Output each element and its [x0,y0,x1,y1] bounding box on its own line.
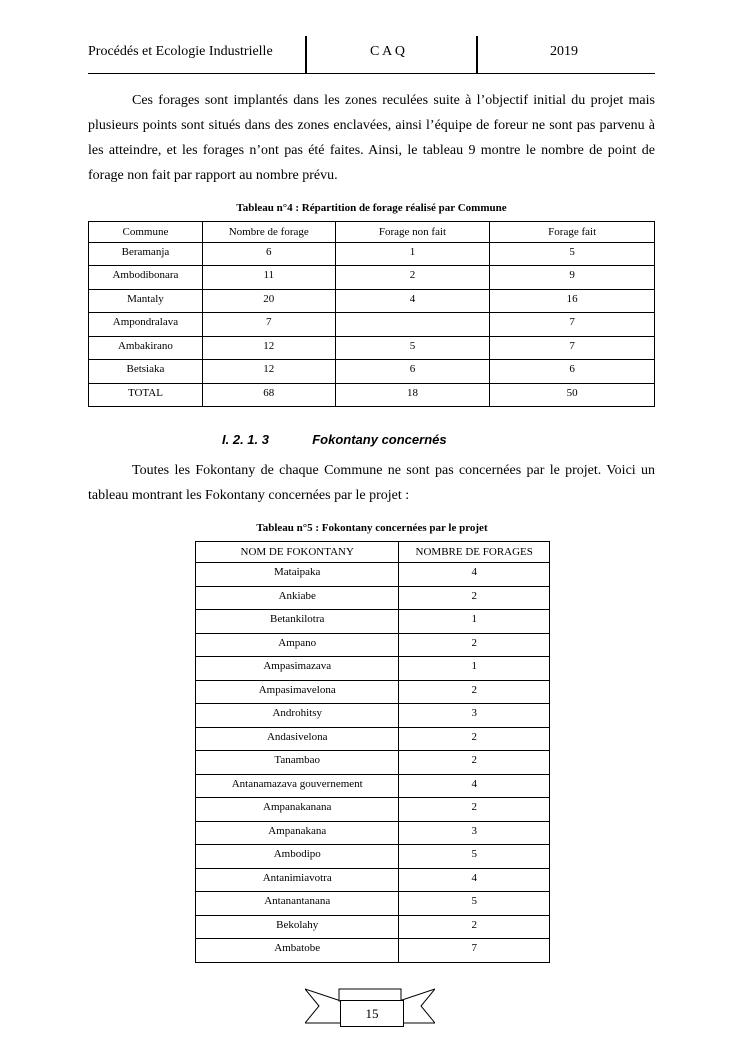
table4-cell: 1 [335,242,490,266]
table5-cell: Mataipaka [196,563,399,587]
table5-row [196,845,550,869]
table5-row [196,610,550,634]
table5-cell: Antanantanana [196,892,399,916]
table4-cell: 5 [490,242,655,266]
table4-cell: 50 [490,383,655,407]
table4 [88,221,655,407]
table4-header-cell: Forage non fait [335,222,490,243]
table5-cell: 4 [399,563,550,587]
table5-header-cell: NOM DE FOKONTANY [196,542,399,563]
table4-cell: 6 [490,360,655,384]
table4-row [89,336,655,360]
table4-cell: 7 [202,313,335,337]
table5-cell: 1 [399,610,550,634]
table5-cell: 4 [399,868,550,892]
table5-cell: 2 [399,727,550,751]
table4-cell: Betsiaka [89,360,203,384]
table4-cell [335,313,490,337]
table5-row [196,727,550,751]
table5-cell: 5 [399,845,550,869]
table4-cell: Mantaly [89,289,203,313]
table5-row [196,680,550,704]
table5 [195,541,550,963]
table5-cell: Ambatobe [196,939,399,963]
table5-row [196,892,550,916]
table5-cell: Tanambao [196,751,399,775]
table4-header-row [89,222,655,243]
header-left: Procédés et Ecologie Industrielle [88,44,273,59]
section-heading [222,432,447,447]
table4-cell: 68 [202,383,335,407]
table5-cell: Ampanakanana [196,798,399,822]
table4-header-cell: Commune [89,222,203,243]
table5-cell: Ampasimavelona [196,680,399,704]
header-rule [88,73,655,74]
table5-cell: Betankilotra [196,610,399,634]
table5-cell: 3 [399,821,550,845]
table5-row [196,704,550,728]
table5-header-row [196,542,550,563]
page-number: 15 [340,1000,404,1027]
section-title: Fokontany concernés [312,432,447,447]
table4-cell: 5 [335,336,490,360]
table4-cell: 9 [490,266,655,290]
table5-cell: Andasivelona [196,727,399,751]
table4-cell: 6 [335,360,490,384]
table5-cell: 5 [399,892,550,916]
header-separator [305,36,307,74]
table4-cell: 16 [490,289,655,313]
table4-row [89,360,655,384]
table4-row [89,313,655,337]
table5-cell: Ankiabe [196,586,399,610]
table4-cell: 6 [202,242,335,266]
section-number: I. 2. 1. 3 [222,432,269,447]
table5-cell: Ampanakana [196,821,399,845]
header-separator [476,36,478,74]
table5-cell: 2 [399,751,550,775]
table4-row [89,289,655,313]
table5-row [196,798,550,822]
table4-cell: 20 [202,289,335,313]
table5-row [196,586,550,610]
header-right: 2019 [550,44,578,59]
table5-cell: Androhitsy [196,704,399,728]
table5-row [196,868,550,892]
table5-row [196,915,550,939]
table5-row [196,774,550,798]
table4-row [89,383,655,407]
header-center: C A Q [370,44,406,59]
table4-header-cell: Forage fait [490,222,655,243]
table4-cell: 12 [202,336,335,360]
table5-row [196,751,550,775]
table5-cell: 2 [399,915,550,939]
table5-row [196,821,550,845]
table5-cell: 7 [399,939,550,963]
table4-cell: 7 [490,336,655,360]
table5-cell: Ampano [196,633,399,657]
table4-cell: Ambakirano [89,336,203,360]
table4-header-cell: Nombre de forage [202,222,335,243]
table4-cell: Ampondralava [89,313,203,337]
table4-cell: 4 [335,289,490,313]
table5-cell: 1 [399,657,550,681]
table5-cell: 2 [399,798,550,822]
table5-cell: Antanamazava gouvernement [196,774,399,798]
table4-cell: Beramanja [89,242,203,266]
table5-cell: Ampasimazava [196,657,399,681]
table5-cell: Ambodipo [196,845,399,869]
table5-cell: Antanimiavotra [196,868,399,892]
table5-header-cell: NOMBRE DE FORAGES [399,542,550,563]
table4-cell: TOTAL [89,383,203,407]
table5-cell: 2 [399,633,550,657]
table4-cell: 2 [335,266,490,290]
table5-row [196,939,550,963]
table5-cell: 2 [399,680,550,704]
table4-cell: 11 [202,266,335,290]
table4-cell: 12 [202,360,335,384]
table4-cell: 18 [335,383,490,407]
table5-row [196,633,550,657]
table5-row [196,563,550,587]
table4-cell: Ambodibonara [89,266,203,290]
table5-cell: Bekolahy [196,915,399,939]
table5-row [196,657,550,681]
intro-paragraph: Ces forages sont implantés dans les zones reculées suite à l’objectif initial du projet mais plusieurs points sont situés dans des zones enclavées, ainsi l’équipe de foreur ne sont pas parvenu à les atteindre, et les forages n’ont pas été faites. Ainsi, le tableau 9 montre le nombre de point de forage non fait par rapport au nombre prévu. [88,93,655,183]
table4-cell: 7 [490,313,655,337]
table4-row [89,266,655,290]
page-header [88,36,655,74]
table4-row [89,242,655,266]
table4-caption: Tableau n°4 : Répartition de forage réalisé par Commune [236,202,507,214]
section-paragraph: Toutes les Fokontany de chaque Commune ne sont pas concernées par le projet. Voici un tableau montrant les Fokontany concernées par le projet : [88,463,655,503]
table5-cell: 3 [399,704,550,728]
table5-cell: 4 [399,774,550,798]
table5-cell: 2 [399,586,550,610]
table5-caption: Tableau n°5 : Fokontany concernées par le projet [256,522,488,534]
